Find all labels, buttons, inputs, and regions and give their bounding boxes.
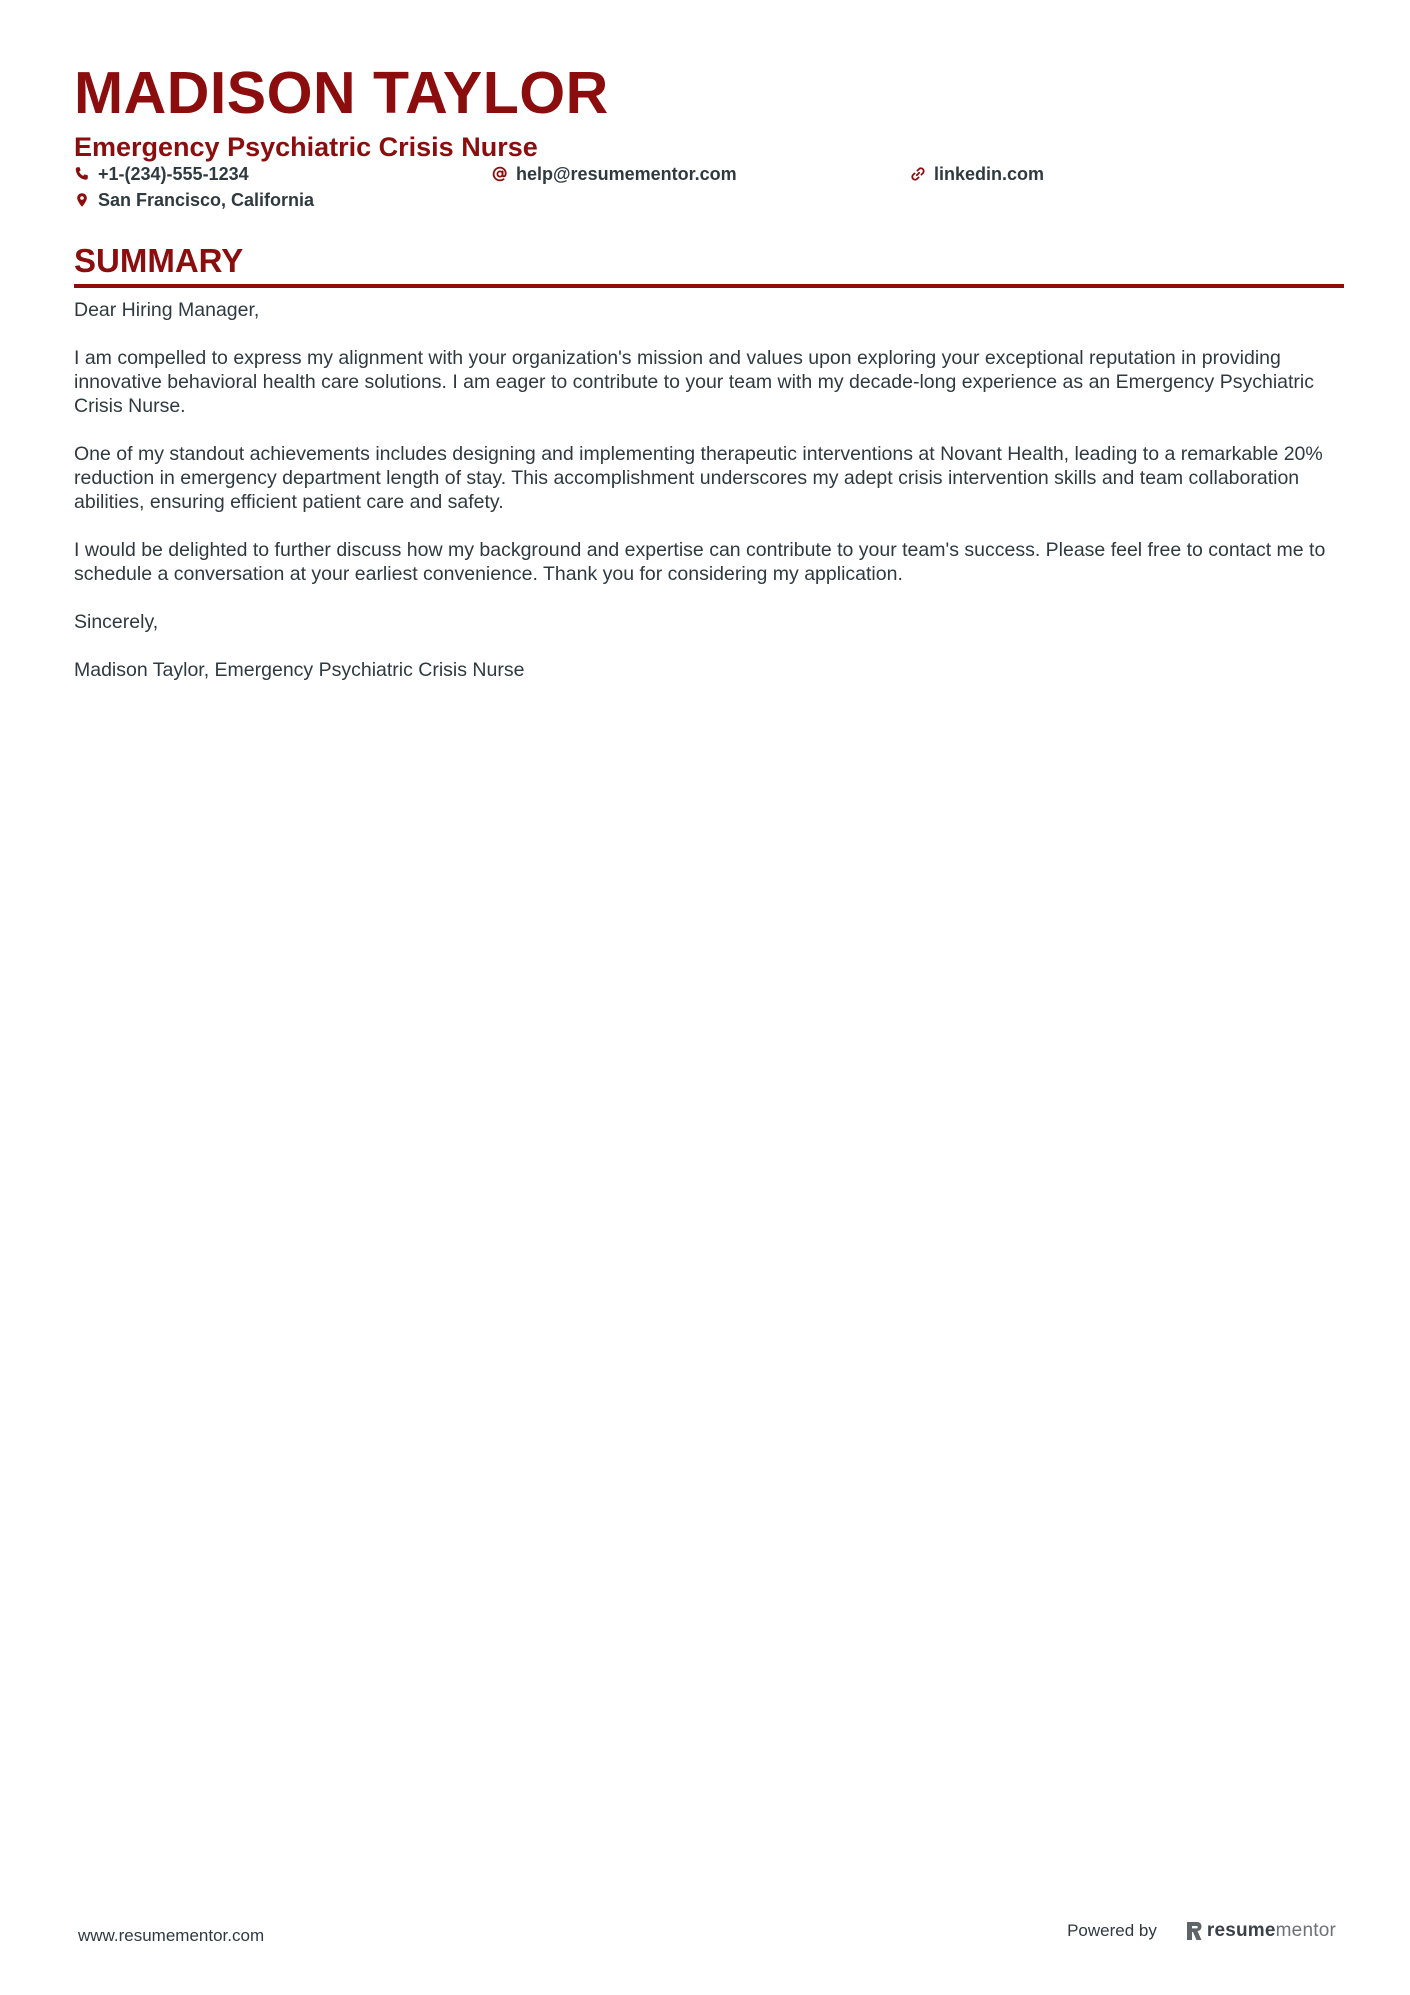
letter-paragraph: I would be delighted to further discuss how my background and expertise can contribute to your team's success. Please feel free to contact me to schedule a conversation at your earliest convenience. Thank you for considering my application.	[74, 539, 1326, 585]
website-text[interactable]: linkedin.com	[934, 163, 1045, 184]
letter-signature: Madison Taylor, Emergency Psychiatric Crisis Nurse	[74, 659, 525, 681]
brand-name-bold: resume	[1206, 1920, 1276, 1941]
contact-location	[74, 187, 314, 213]
phone-text: +1-(234)-555-1234	[98, 163, 249, 184]
cover-letter-body	[74, 298, 1344, 682]
map-pin-icon	[74, 192, 90, 208]
summary-heading: SUMMARY	[74, 240, 1344, 288]
email-text: help@resumementor.com	[516, 163, 737, 184]
contact-phone	[74, 161, 249, 187]
candidate-title: Emergency Psychiatric Crisis Nurse	[74, 132, 538, 162]
letter-paragraph: I am compelled to express my alignment with your organization's mission and values upon exploring your exceptional reputation in providing innovative behavioral health care solutions. I am eager to contribute to your team with my decade-long experience as an Emergency Psychiatric Crisis Nurse.	[74, 347, 1314, 417]
candidate-name: MADISON TAYLOR	[74, 60, 609, 126]
contact-info	[74, 161, 1344, 217]
brand-name[interactable]	[1207, 1920, 1336, 1942]
letter-salutation: Dear Hiring Manager,	[74, 299, 260, 321]
at-sign-icon	[492, 166, 508, 182]
letter-paragraph: One of my standout achievements includes designing and implementing therapeutic interventions at Novant Health, leading to a remarkable 20% reduction in emergency department length of stay. This accomplishment underscores my adept crisis intervention skills and team collaboration abilities, ensuring efficient patient care and safety.	[74, 443, 1323, 513]
contact-website	[910, 161, 1044, 187]
contact-email	[492, 161, 737, 187]
phone-icon	[74, 166, 90, 182]
brand-name-light: mentor	[1275, 1920, 1336, 1941]
summary-section	[74, 240, 1344, 706]
letter-closing: Sincerely,	[74, 611, 159, 633]
resume-header	[74, 58, 1344, 164]
link-icon	[910, 166, 926, 182]
powered-by-label: Powered by	[1067, 1921, 1157, 1940]
footer-website[interactable]: www.resumementor.com	[78, 1926, 265, 1945]
footer-branding	[1067, 1920, 1336, 1942]
location-text: San Francisco, California	[98, 189, 315, 210]
resumementor-logo-icon	[1185, 1920, 1203, 1942]
